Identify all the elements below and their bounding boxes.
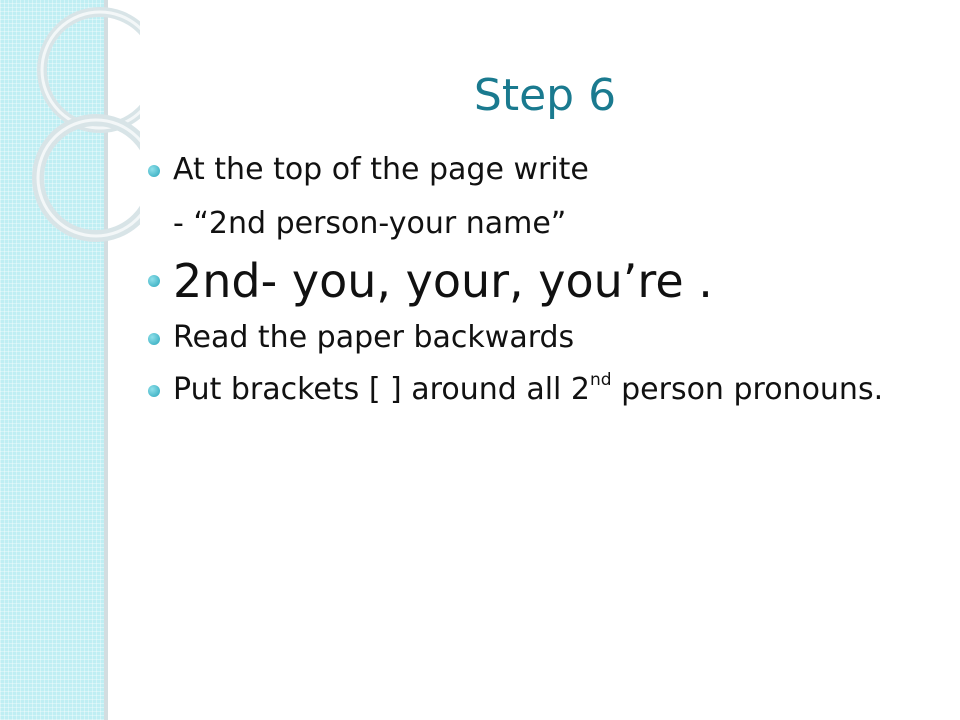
bullet-put-brackets [148,370,928,410]
bullet-list [148,150,928,410]
bullet-text: Read the paper backwards [173,320,575,355]
bullet-text: At the top of the page write [173,152,589,187]
bullet-dot-icon [148,275,160,287]
bullet-text-before: Put brackets [ ] around all 2 [173,372,590,407]
decorative-rings-icon [0,0,140,320]
bullet-dot-icon [148,385,160,397]
slide-title: Step 6 [473,70,617,121]
bullet-subline: - “2nd person-your name” [173,206,567,241]
bullet-text-after: person pronouns. [611,372,884,407]
bullet-text: 2nd- you, your, you’re . [173,254,713,308]
bullet-dot-icon [148,165,160,177]
bullet-read-backwards [148,318,928,358]
ordinal-superscript: nd [590,370,612,390]
bullet-dot-icon [148,333,160,345]
bullet-top-of-page [148,150,928,244]
bullet-second-person-words [148,252,928,310]
